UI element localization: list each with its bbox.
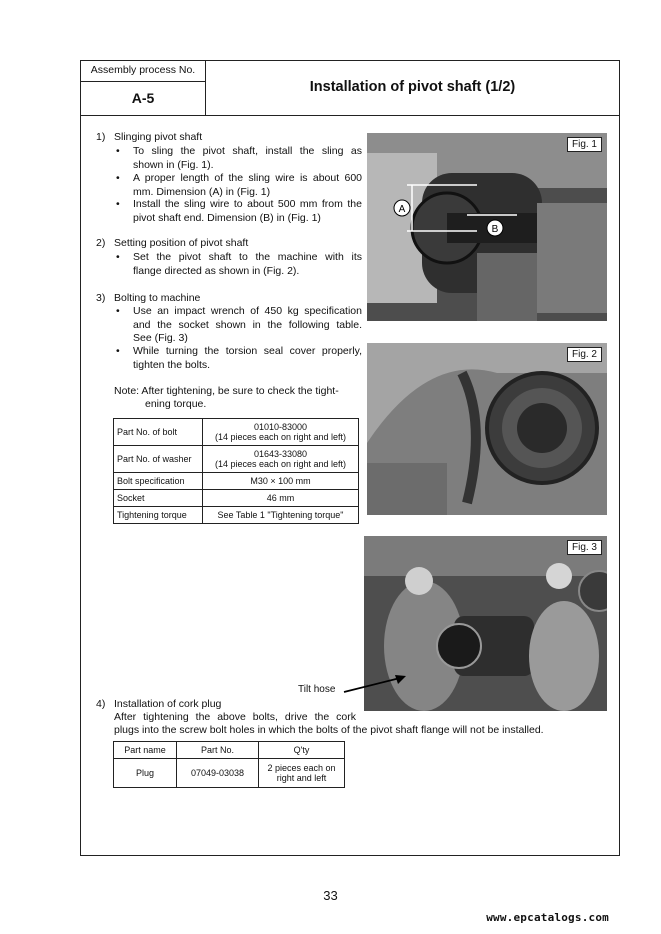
table-cell: 07049-03038 [177, 759, 259, 788]
table-cell: 46 mm [203, 490, 359, 507]
text-line: See (Fig. 3) [133, 332, 188, 344]
table-cell [203, 446, 359, 473]
text-line: While turning the torsion seal cover properly, [133, 345, 362, 357]
text-line: A proper length of the sling wire is about 600 [133, 172, 362, 184]
table-cell [259, 759, 345, 788]
table-row [114, 473, 359, 490]
table-cell: Socket [114, 490, 203, 507]
figure-2-photo [367, 343, 607, 515]
cell-line: 01010-83000 [253, 422, 308, 432]
page-title: Installation of pivot shaft (1/2) [309, 79, 516, 95]
table-header-cell: Part No. [177, 742, 259, 759]
section1-number: 1) [96, 131, 106, 143]
table-row [114, 490, 359, 507]
text-line: Set the pivot shaft to the machine with its [133, 251, 362, 263]
figure-1-photo [367, 133, 607, 321]
text-line: Install the sling wire to about 500 mm from the [133, 198, 362, 210]
table-row [114, 507, 359, 524]
table-row [114, 446, 359, 473]
tilt-hose-label: Tilt hose [298, 684, 336, 695]
note-line2: ening torque. [145, 398, 207, 410]
bullet: • [116, 172, 120, 184]
text-line: shown in (Fig. 1). [133, 158, 214, 171]
table-row [114, 419, 359, 446]
figure-3-label: Fig. 3 [567, 540, 602, 555]
text-line: pivot shaft end. Dimension (B) in (Fig. 1) [133, 211, 321, 224]
section1-bullet3 [133, 198, 362, 225]
cell-line: 01643-33080 [253, 449, 308, 459]
process-code: A-5 [131, 90, 155, 106]
section4-title: Installation of cork plug [114, 698, 222, 710]
process-number-box [81, 61, 206, 116]
table-cell: Part No. of washer [114, 446, 203, 473]
cell-line: (14 pieces each on right and left) [214, 432, 347, 442]
section3-bullet2 [133, 345, 362, 372]
plug-table [113, 741, 345, 788]
bullet: • [116, 145, 120, 157]
bullet: • [116, 305, 120, 317]
bolt-spec-table [113, 418, 359, 524]
text-line: mm. Dimension (A) in (Fig. 1) [133, 185, 271, 198]
figure-2-label: Fig. 2 [567, 347, 602, 362]
table-cell: Part No. of bolt [114, 419, 203, 446]
table-cell [203, 419, 359, 446]
section2-title: Setting position of pivot shaft [114, 237, 249, 249]
table-header-row [114, 742, 345, 759]
table-cell: Bolt specification [114, 473, 203, 490]
section3-number: 3) [96, 292, 106, 304]
section1-bullet1 [133, 145, 362, 172]
cell-line: (14 pieces each on right and left) [214, 459, 347, 469]
table-cell: M30 × 100 mm [203, 473, 359, 490]
table-cell: See Table 1 "Tightening torque" [203, 507, 359, 524]
note-line1: Note: After tightening, be sure to check the tight- [114, 385, 339, 397]
cell-line: right and left [276, 773, 327, 783]
assembly-process-label: Assembly process No. [81, 61, 205, 82]
text-line: To sling the pivot shaft, install the sling as [133, 145, 362, 157]
section4-line1: After tightening the above bolts, drive the cork [114, 711, 356, 723]
figure-2-illustration [367, 343, 607, 515]
section4-number: 4) [96, 698, 106, 710]
section1-title: Slinging pivot shaft [114, 131, 203, 143]
page-number: 33 [323, 888, 338, 903]
table-cell: Plug [114, 759, 177, 788]
cell-line: 2 pieces each on [267, 763, 336, 773]
dimension-a-label: A [398, 204, 406, 215]
bullet: • [116, 198, 120, 210]
figure-1-label: Fig. 1 [567, 137, 602, 152]
section3-bullet1 [133, 305, 362, 346]
bullet: • [116, 345, 120, 357]
website-watermark[interactable]: www.epcatalogs.com [486, 911, 609, 924]
text-line: Use an impact wrench of 450 kg specification [133, 305, 362, 317]
title-box [206, 61, 619, 116]
section3-title: Bolting to machine [114, 292, 201, 304]
table-row [114, 759, 345, 788]
bullet: • [116, 251, 120, 263]
dimension-b-label: B [491, 224, 499, 235]
tilt-hose-arrow [340, 670, 420, 700]
figure-1-illustration [367, 133, 607, 321]
text-line: flange directed as shown in (Fig. 2). [133, 264, 300, 277]
section2-bullet1 [133, 251, 362, 278]
section4-line2: plugs into the screw bolt holes in which the bolts of the pivot shaft flange will not be installed. [114, 724, 544, 736]
table-header-cell: Part name [114, 742, 177, 759]
table-cell: Tightening torque [114, 507, 203, 524]
section1-bullet2 [133, 172, 362, 199]
table-header-cell: Q'ty [259, 742, 345, 759]
text-line: and the socket shown in the following table. [133, 318, 362, 331]
text-line: tighten the bolts. [133, 358, 211, 371]
section2-number: 2) [96, 237, 106, 249]
